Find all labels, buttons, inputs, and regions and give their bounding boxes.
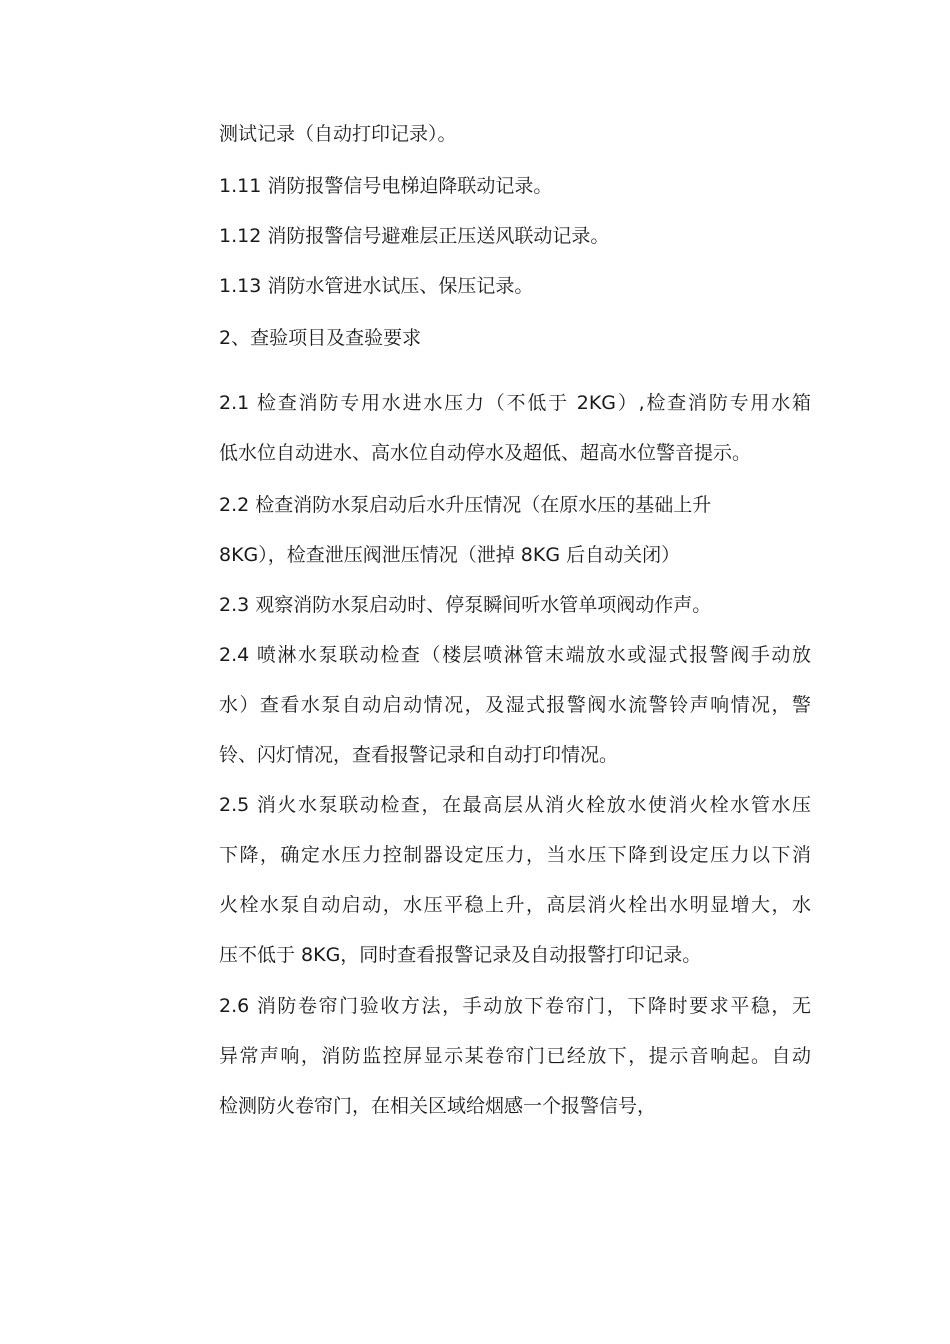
- text-line: 检测防火卷帘门，在相关区域给烟感一个报警信号，: [219, 1095, 657, 1117]
- text-line: 2.6 消防卷帘门验收方法，手动放下卷帘门，下降时要求平稳，无: [219, 995, 811, 1017]
- text-line: 下降，确定水压力控制器设定压力，当水压下降到设定压力以下消: [219, 844, 811, 866]
- text-line: 2.3 观察消防水泵启动时、停泵瞬间听水管单项阀动作声。: [219, 594, 712, 616]
- text-line: 火栓水泵自动启动，水压平稳上升，高层消火栓出水明显增大，水: [219, 894, 811, 916]
- text-line: 2.1 检查消防专用水进水压力（不低于 2KG）,检查消防专用水箱: [219, 392, 811, 414]
- text-line: 1.11 消防报警信号电梯迫降联动记录。: [219, 175, 553, 197]
- text-line: 2.4 喷淋水泵联动检查（楼层喷淋管末端放水或湿式报警阀手动放: [219, 644, 811, 666]
- text-line: 铃、闪灯情况，查看报警记录和自动打印情况。: [219, 744, 619, 766]
- text-line: 异常声响，消防监控屏显示某卷帘门已经放下，提示音响起。自动: [219, 1045, 811, 1067]
- text-line: 8KG），检查泄压阀泄压情况（泄掉 8KG 后自动关闭）: [219, 544, 681, 566]
- text-line: 低水位自动进水、高水位自动停水及超低、超高水位警音提示。: [219, 442, 752, 464]
- text-line: 水）查看水泵自动启动情况，及湿式报警阀水流警铃声响情况，警: [219, 694, 811, 716]
- text-line: 压不低于 8KG，同时查看报警记录及自动报警打印记录。: [219, 944, 702, 966]
- text-line: 测试记录（自动打印记录）。: [219, 123, 457, 145]
- text-line: 2.5 消火水泵联动检查，在最高层从消火栓放水使消火栓水管水压: [219, 794, 811, 816]
- text-line: 1.13 消防水管进水试压、保压记录。: [219, 275, 534, 297]
- section-heading: 2、查验项目及查验要求: [219, 327, 422, 349]
- text-line: 2.2 检查消防水泵启动后水升压情况（在原水压的基础上升: [219, 494, 712, 516]
- text-line: 1.12 消防报警信号避难层正压送风联动记录。: [219, 225, 610, 247]
